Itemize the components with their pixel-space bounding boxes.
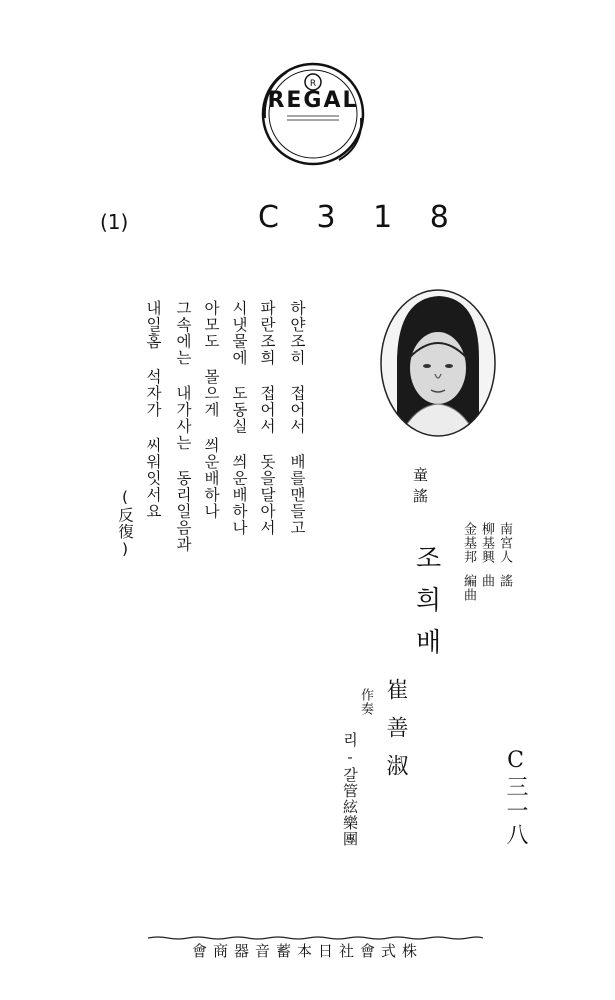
arranger-role: 編曲	[461, 574, 476, 602]
company-name: 株式會社日本蓄音器商會	[191, 942, 423, 960]
composer-name: 柳基興	[479, 522, 494, 564]
lyric-line-6: 내일홈 석자가 씨워잇서요	[144, 300, 162, 520]
lyric-line-4: 아모도 몰으게 씌운배하나	[202, 300, 220, 520]
composer-role: 曲	[479, 574, 494, 588]
lyric-line-5: 그속에는 내가사는 동리일음과	[174, 300, 192, 553]
lyricist-role: 謠	[497, 574, 512, 588]
footer-divider	[148, 925, 483, 929]
performer-name: 리-갈管絃樂團	[341, 732, 359, 847]
genre-label: 童謠	[411, 467, 429, 509]
singer-name: 崔善淑	[383, 678, 408, 792]
lyric-line-1: 하얀조히 접어서 배를맨들고	[288, 300, 306, 536]
singer-portrait	[379, 288, 497, 438]
lyric-line-3: 시냇물에 도동실 씌운배하나	[230, 300, 248, 536]
regal-logo	[257, 58, 369, 170]
lyricist-name: 南宮人	[497, 522, 512, 564]
vertical-catalog-number: C三一八	[503, 748, 528, 847]
catalog-number: C 3 1 8	[258, 200, 463, 235]
song-title: 조희배	[411, 544, 441, 670]
performer-role: 作奏	[358, 688, 373, 716]
logo-text: REGAL	[267, 88, 359, 113]
refrain-mark: (反復)	[116, 488, 134, 559]
serial-number: (1)	[100, 210, 129, 234]
svg-text:R: R	[309, 79, 317, 89]
lyric-line-2: 파란조희 접어서 돗을달아서	[258, 300, 276, 536]
arranger-name: 金基邦	[461, 522, 476, 564]
